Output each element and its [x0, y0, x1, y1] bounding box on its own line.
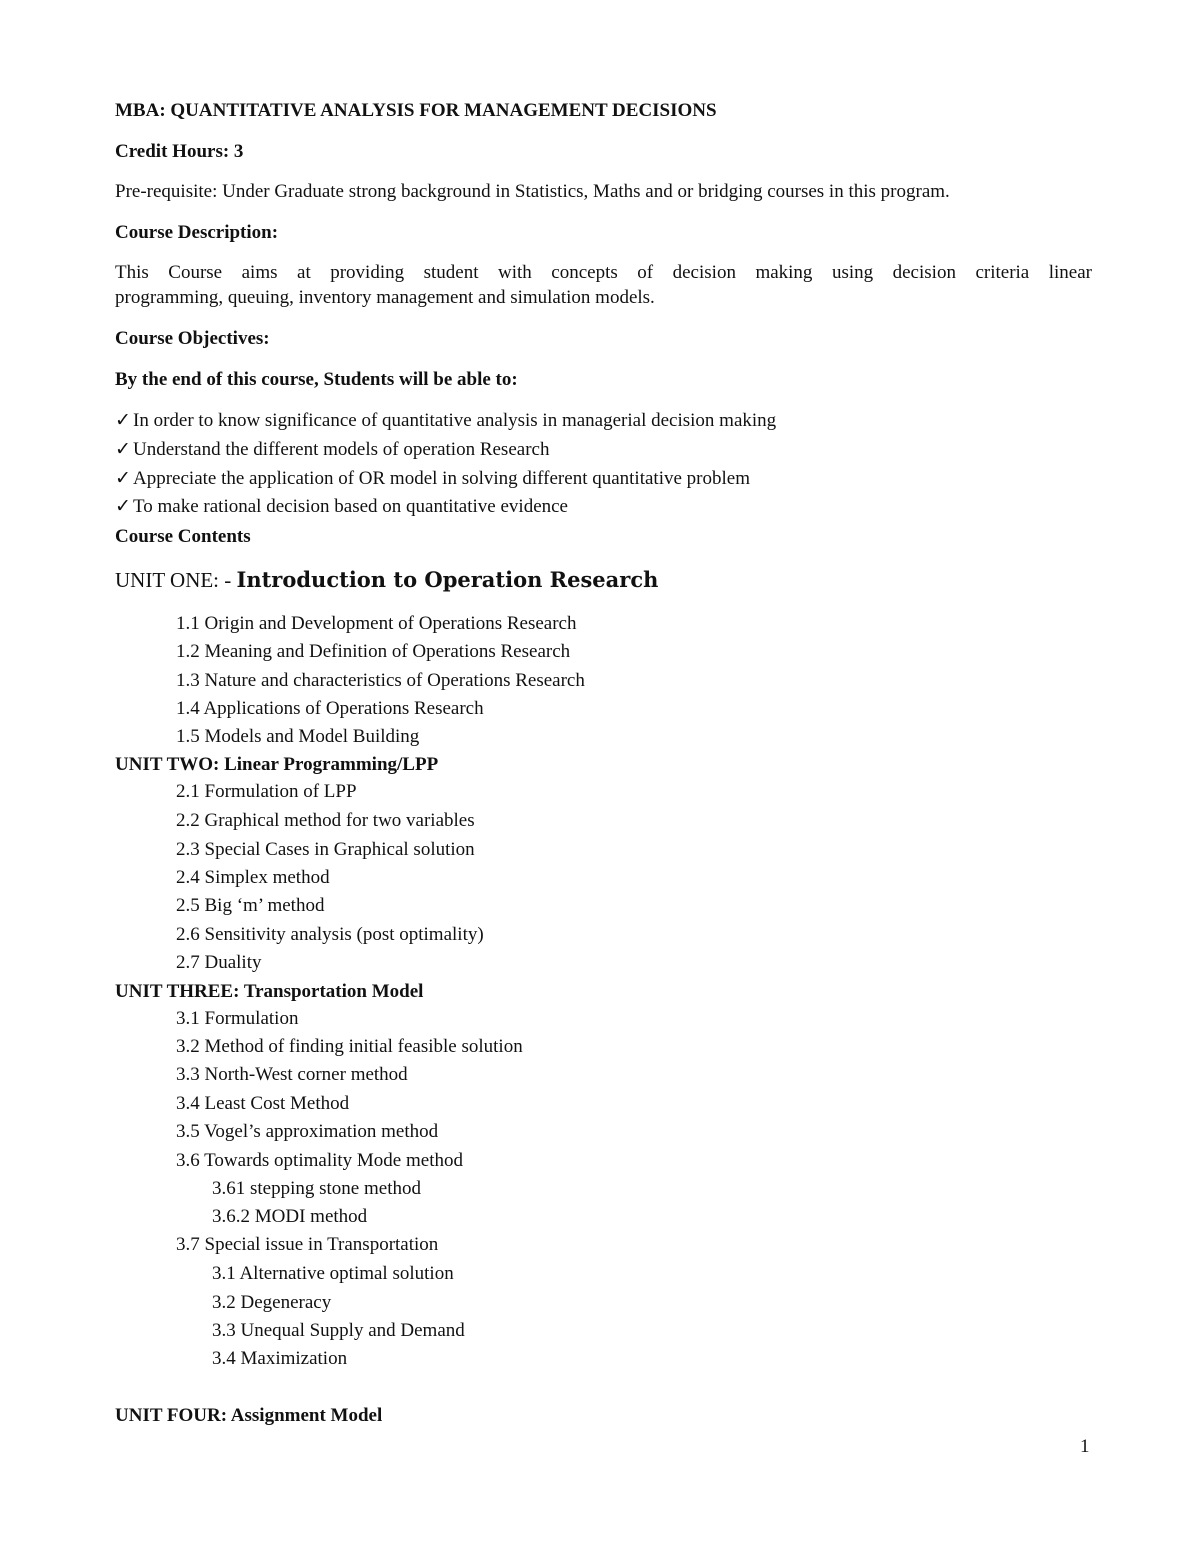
unit-three-subitem: 3.61 stepping stone method: [212, 1178, 421, 1199]
course-objectives-heading: Course Objectives:: [115, 328, 270, 349]
unit-three-heading: UNIT THREE: Transportation Model: [115, 981, 424, 1002]
unit-three-item: 3.4 Least Cost Method: [176, 1093, 350, 1114]
unit-three-subitem: 3.1 Alternative optimal solution: [212, 1263, 454, 1284]
unit-three-subitem: 3.2 Degeneracy: [212, 1292, 332, 1313]
unit-three-subitem: 3.4 Maximization: [212, 1348, 348, 1369]
unit-one-item: 1.2 Meaning and Definition of Operations Research: [176, 641, 571, 662]
checkmark-icon: ✓: [115, 468, 131, 489]
objective-item: ✓ In order to know significance of quantitative analysis in managerial decision making: [115, 410, 777, 431]
unit-two-heading: UNIT TWO: Linear Programming/LPP: [115, 754, 439, 775]
unit-three-item: 3.7 Special issue in Transportation: [176, 1234, 439, 1255]
unit-two-item: 2.7 Duality: [176, 952, 262, 973]
objective-item: ✓ Appreciate the application of OR model in solving different quantitative problem: [115, 468, 750, 489]
page-number: 1: [1080, 1436, 1090, 1457]
unit-two-item: 2.4 Simplex method: [176, 867, 330, 888]
credit-hours: Credit Hours: 3: [115, 141, 244, 162]
doc-title: MBA: QUANTITATIVE ANALYSIS FOR MANAGEMENT DECISIONS: [115, 100, 717, 121]
prerequisite: Pre-requisite: Under Graduate strong background in Statistics, Maths and or bridging courses in this program.: [115, 181, 950, 202]
checkmark-icon: ✓: [115, 410, 131, 431]
objective-item: ✓ Understand the different models of operation Research: [115, 439, 550, 460]
unit-one-item: 1.1 Origin and Development of Operations Research: [176, 613, 577, 634]
unit-two-item: 2.2 Graphical method for two variables: [176, 810, 475, 831]
unit-three-subitem: 3.3 Unequal Supply and Demand: [212, 1320, 465, 1341]
course-description-heading: Course Description:: [115, 222, 279, 243]
unit-two-item: 2.1 Formulation of LPP: [176, 781, 357, 802]
objective-item: ✓ To make rational decision based on quantitative evidence: [115, 496, 568, 517]
course-contents-heading: Course Contents: [115, 526, 251, 547]
objectives-intro: By the end of this course, Students will be able to:: [115, 369, 518, 390]
unit-one-heading: UNIT ONE: - Introduction to Operation Research: [115, 567, 659, 592]
unit-four-heading: UNIT FOUR: Assignment Model: [115, 1405, 383, 1426]
unit-one-item: 1.5 Models and Model Building: [176, 726, 420, 747]
unit-one-item: 1.3 Nature and characteristics of Operations Research: [176, 670, 585, 691]
unit-one-item: 1.4 Applications of Operations Research: [176, 698, 484, 719]
checkmark-icon: ✓: [115, 439, 131, 460]
unit-three-item: 3.5 Vogel’s approximation method: [176, 1121, 439, 1142]
course-description-line-1: This Course aims at providing student with concepts of decision making using decision criteria linear: [115, 262, 1092, 283]
course-description-line-2: programming, queuing, inventory management and simulation models.: [115, 287, 655, 308]
unit-three-item: 3.6 Towards optimality Mode method: [176, 1150, 463, 1171]
unit-three-item: 3.2 Method of finding initial feasible solution: [176, 1036, 523, 1057]
unit-two-item: 2.5 Big ‘m’ method: [176, 895, 325, 916]
unit-two-item: 2.6 Sensitivity analysis (post optimality): [176, 924, 484, 945]
checkmark-icon: ✓: [115, 496, 131, 517]
unit-three-item: 3.3 North-West corner method: [176, 1064, 408, 1085]
unit-two-item: 2.3 Special Cases in Graphical solution: [176, 839, 475, 860]
unit-three-subitem: 3.6.2 MODI method: [212, 1206, 368, 1227]
unit-three-item: 3.1 Formulation: [176, 1008, 299, 1029]
